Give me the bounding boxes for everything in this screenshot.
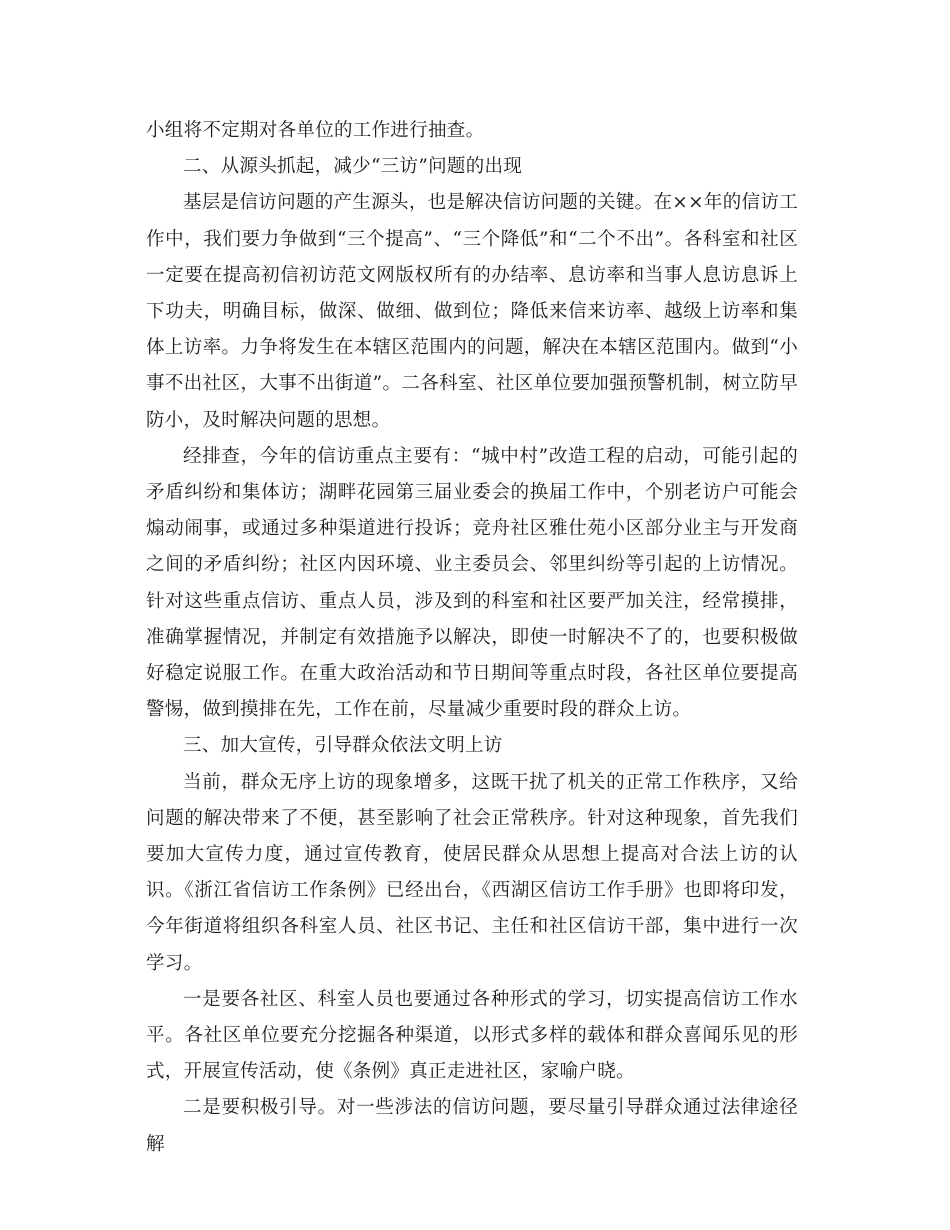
paragraph-current-situation: 当前，群众无序上访的现象增多，这既干扰了机关的正常工作秩序，又给问题的解决带来了不便，甚至影响了社会正常秩序。针对这种现象，首先我们要加大宣传力度，通过宣传教育，使居民群众从思想上提高对合法上访的认识。《浙江省信访工作条例》已经出台，《西湖区信访工作手册》也即将印发，今年街道将组织各科室人员、社区书记、主任和社区信访干部，集中进行一次学习。: [146, 771, 798, 974]
paragraph-investigation: 经排查，今年的信访重点主要有：“城中村”改造工程的启动，可能引起的矛盾纠纷和集体访；湖畔花园第三届业委会的换届工作中，个别老访户可能会煽动闹事，或通过多种渠道进行投诉；竞舟社区雅仕苑小区部分业主与开发商之间的矛盾纠纷；社区内因环境、业主委员会、邻里纠纷等引起的上访情况。针对这些重点信访、重点人员，涉及到的科室和社区要严加关注，经常摸排，准确掌握情况，并制定有效措施予以解决，即使一时解决不了的，也要积极做好稳定说服工作。在重大政治活动和节日期间等重点时段，各社区单位要提高警惕，做到摸排在先，工作在前，尽量减少重要时段的群众上访。: [146, 445, 798, 721]
paragraph-continuation: 小组将不定期对各单位的工作进行抽查。: [146, 120, 485, 141]
paragraph-point-one: 一是要各社区、科室人员也要通过各种形式的学习，切实提高信访工作水平。各社区单位要充分挖掘各种渠道，以形式多样的载体和群众喜闻乐见的形式，开展宣传活动，使《条例》真正走进社区，家喻户晓。: [146, 988, 798, 1083]
paragraph-grassroots: 基层是信访问题的产生源头，也是解决信访问题的关键。在××年的信访工作中，我们要力争做到“三个提高”、“三个降低”和“二个不出”。各科室和社区一定要在提高初信初访范文网版权所有的办结率、息访率和当事人息访息诉上下功夫，明确目标，做深、做细、做到位；降低来信来访率、越级上访率和集体上访率。力争将发生在本辖区范围内的问题，解决在本辖区范围内。做到“小事不出社区，大事不出街道”。二各科室、社区单位要加强预警机制，树立防早防小，及时解决问题的思想。: [146, 192, 798, 431]
paragraph-point-two: 二是要积极引导。对一些涉法的信访问题，要尽量引导群众通过法律途径解: [146, 1097, 798, 1155]
section-heading-three: 三、加大宣传，引导群众依法文明上访: [183, 735, 503, 757]
document-body: [146, 113, 798, 1163]
section-heading-two: 二、从源头抓起，减少“三访”问题的出现: [183, 156, 523, 178]
